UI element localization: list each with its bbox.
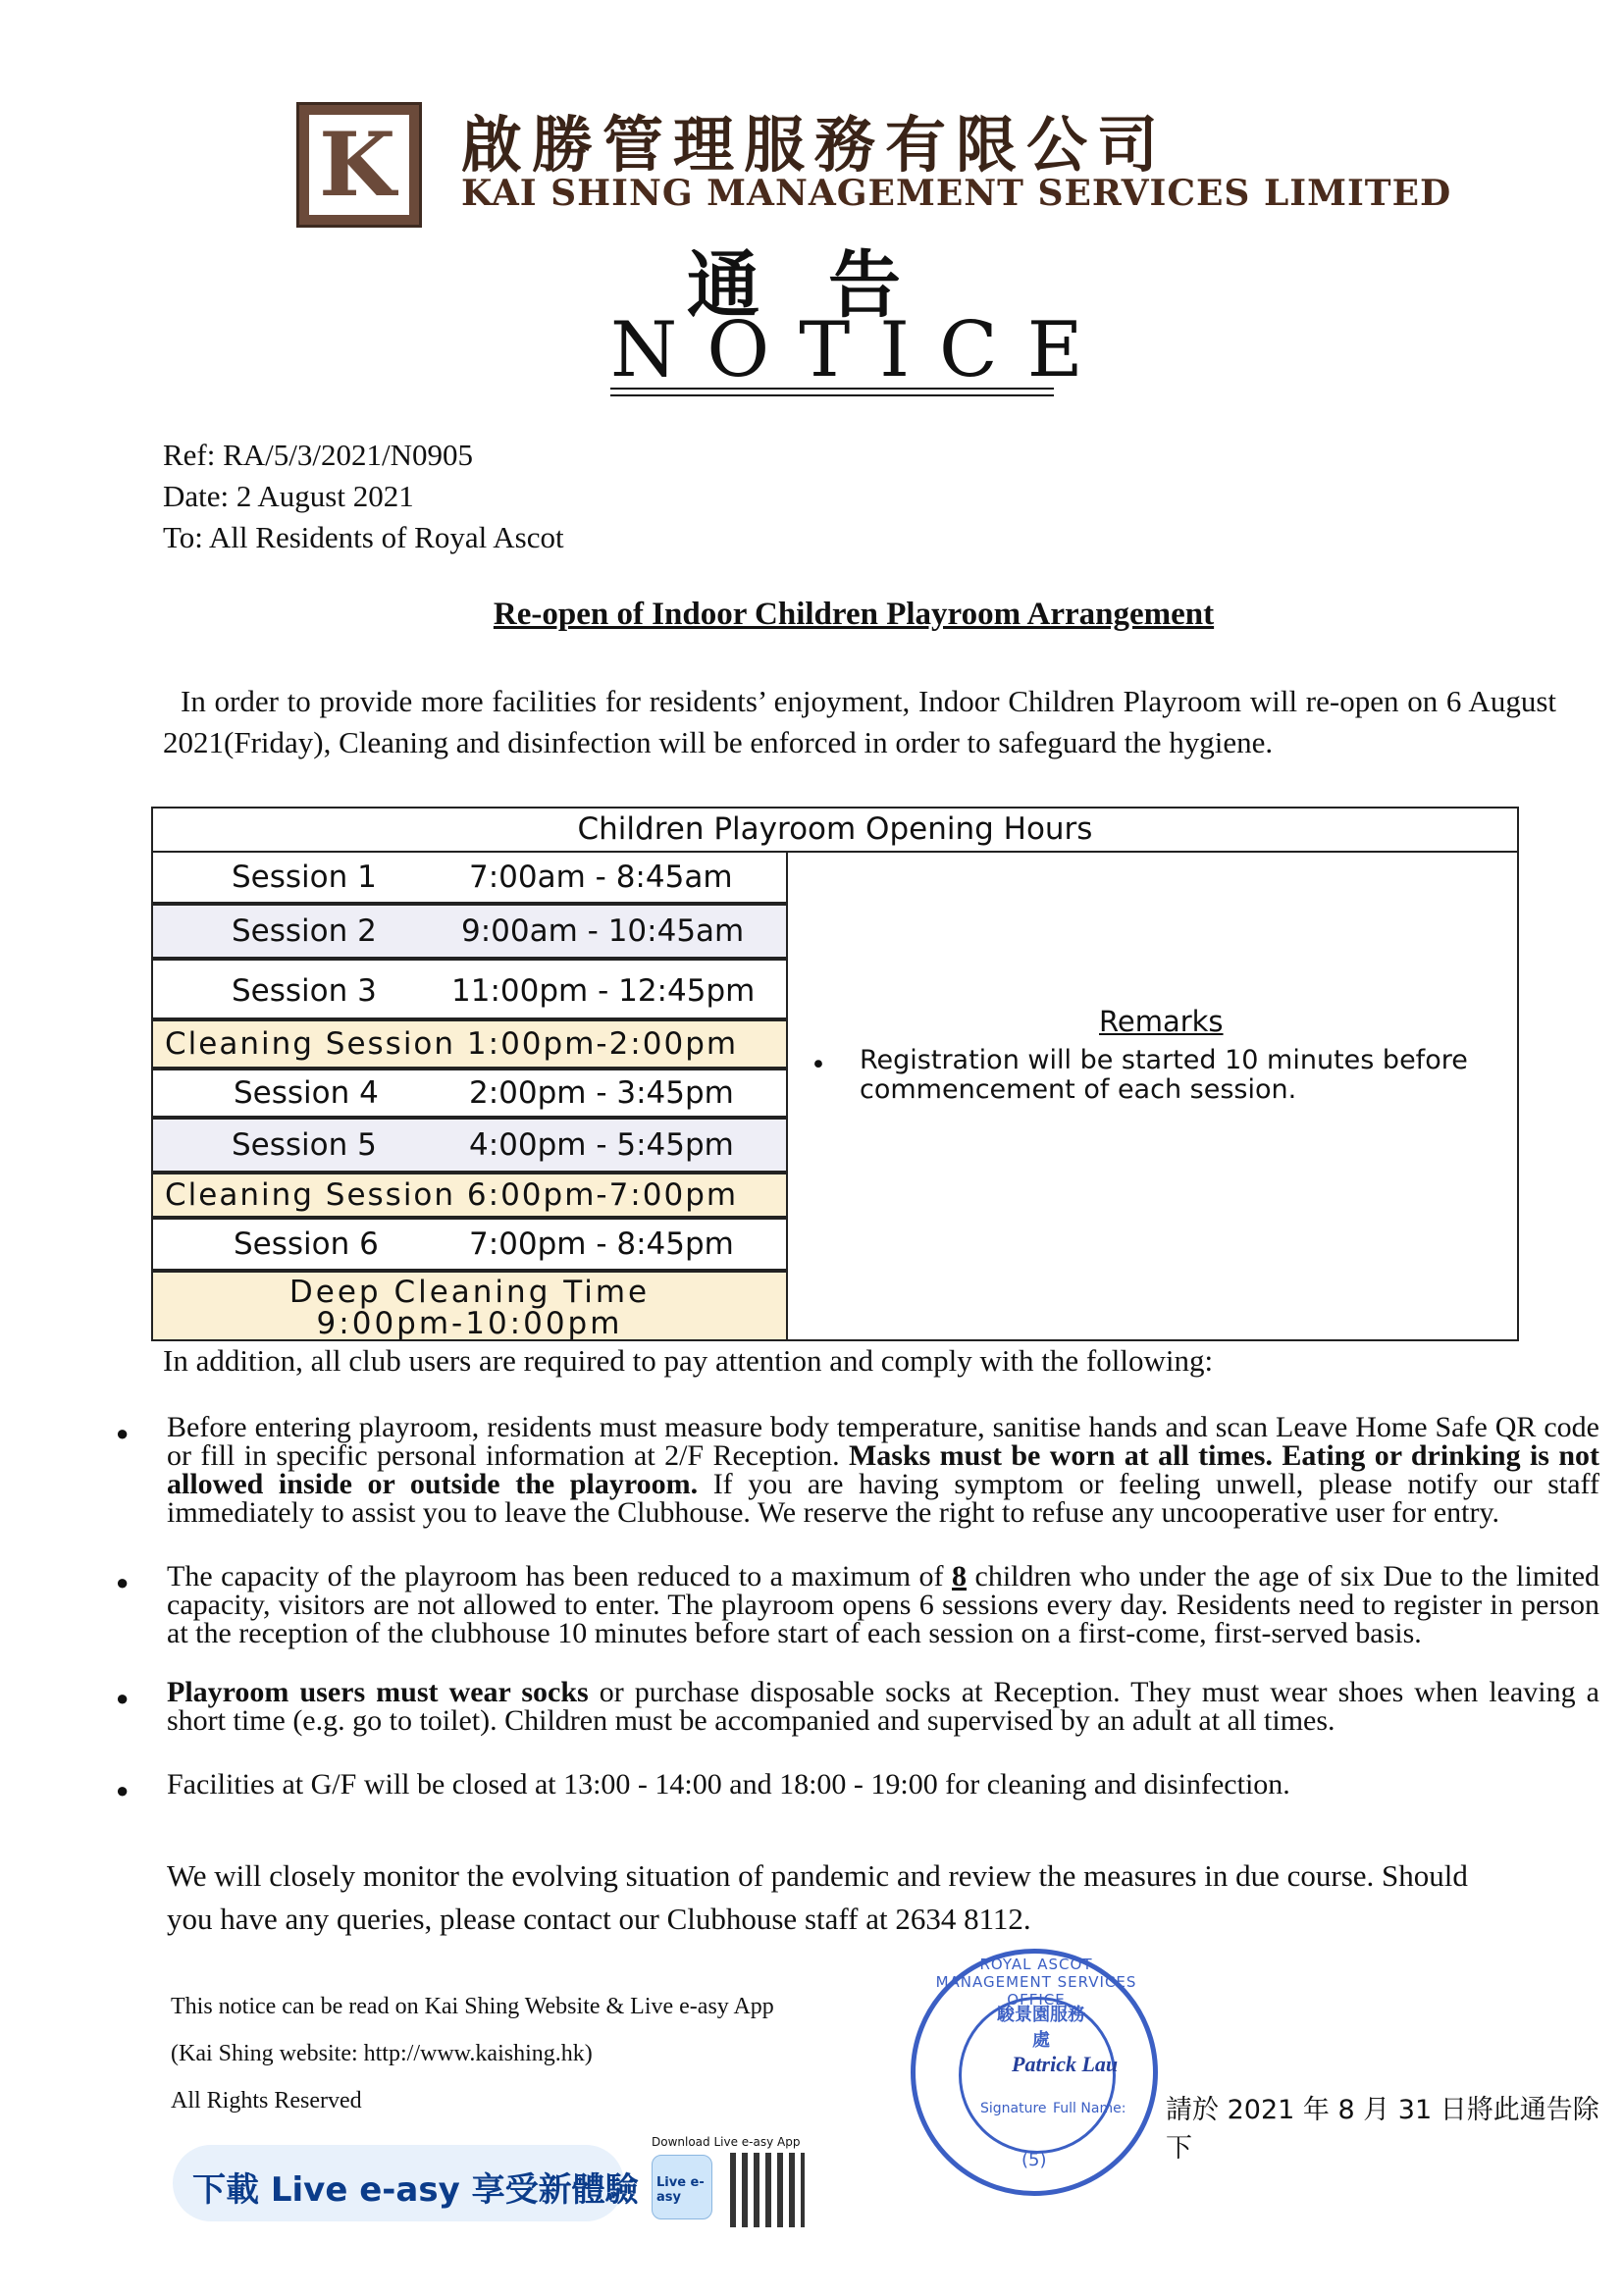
cleaning-session: Cleaning Session 6:00pm-7:00pm	[165, 1177, 739, 1213]
session-time: 7:00am - 8:45am	[469, 860, 733, 895]
bullet-bold: 8	[952, 1560, 968, 1592]
deep-cleaning-label: Deep Cleaning Time	[288, 1275, 651, 1310]
session-time: 2:00pm - 3:45pm	[469, 1075, 734, 1111]
table-row	[151, 1019, 788, 1069]
company-name-zh: 啟勝管理服務有限公司	[461, 109, 1169, 181]
session-time: 11:00pm - 12:45pm	[451, 973, 756, 1009]
table-row	[151, 1173, 788, 1218]
notice-subject: Re-open of Indoor Children Playroom Arrangement	[493, 597, 1215, 632]
session-label: Session 2	[232, 913, 377, 949]
list-item	[167, 1678, 1599, 1735]
bullet-text: If you are having symptom or feeling unwell, please notify our staff immediately to assist you to leave the Clubhouse. We reserve the right to refuse any uncooperative user for entry.	[167, 1468, 1599, 1529]
app-icon	[652, 2155, 712, 2219]
table-row	[151, 1118, 788, 1173]
table-row	[151, 1271, 788, 1341]
session-label: Session 3	[232, 973, 377, 1009]
bullet-bold: Masks must be worn at all times. Eating or drinking is not allowed inside or outside the playroom.	[167, 1439, 1599, 1500]
bullet-dot: ●	[116, 1421, 130, 1445]
session-time: 9:00am - 10:45am	[461, 913, 745, 949]
download-label: Download Live e-asy App	[652, 2135, 801, 2149]
app-icon-label: Live e-asy	[656, 2175, 705, 2205]
logo-letter: K	[319, 113, 396, 217]
bullet-text: Facilities at G/F will be closed at 13:00 - 14:00 and 18:00 - 19:00 for cleaning and disinfection.	[167, 1768, 1290, 1800]
notice-title-en: NOTICE	[610, 306, 1113, 394]
notice-date: Date: 2 August 2021	[163, 479, 414, 513]
app-promo-text: 下載 Live e-asy 享受新體驗	[192, 2170, 639, 2210]
notice-title-zh: 通告	[687, 243, 969, 328]
company-name-en: KAI SHING MANAGEMENT SERVICES LIMITED	[461, 173, 1452, 214]
bullet-dot: ●	[116, 1570, 130, 1594]
signature: Patrick Lau	[1012, 2052, 1119, 2076]
qr-code-icon	[730, 2153, 805, 2227]
bullet-bold: Playroom users must wear socks	[167, 1676, 589, 1708]
bullet-dot: ●	[116, 1686, 130, 1710]
list-item	[167, 1562, 1599, 1647]
bullet-text: Before entering playroom, residents must measure body temperature, sanitise hands and scan Leave Home Safe QR code or fill in specific personal information at 2/F Reception.	[167, 1411, 1599, 1472]
notice-underline	[610, 388, 1054, 396]
session-time: 4:00pm - 5:45pm	[469, 1127, 734, 1163]
list-item	[167, 1413, 1599, 1527]
stamp-ring-text: ROYAL ASCOT MANAGEMENT SERVICES OFFICE	[935, 1956, 1137, 2009]
addition-paragraph: In addition, all club users are required to pay attention and comply with the following:	[163, 1343, 1214, 1378]
list-item	[167, 1770, 1599, 1799]
bullet-text: children who under the age of six Due to the limited capacity, visitors are not allowed to enter. The playroom opens 6 sessions every day. Residents need to register in person at the reception of the clubhouse 10 minutes before start of each session on a first-come, first-served basis.	[167, 1560, 1600, 1649]
footer-read-online: This notice can be read on Kai Shing Website & Live e-asy App	[171, 1994, 774, 2019]
notice-recipient: To: All Residents of Royal Ascot	[163, 520, 564, 554]
signature-label: Signature	[980, 2101, 1047, 2116]
session-label: Session 4	[234, 1075, 379, 1111]
stamp-center-text: 駿景園服務處	[997, 2005, 1085, 2051]
office-stamp	[911, 1949, 1158, 2196]
bullet-text: The capacity of the playroom has been reduced to a maximum of	[167, 1560, 953, 1592]
footer-website: (Kai Shing website: http://www.kaishing.hk)	[171, 2041, 593, 2066]
session-time: 7:00pm - 8:45pm	[469, 1226, 734, 1262]
closing-paragraph: We will closely monitor the evolving situation of pandemic and review the measures in due course. Should you have any queries, please contact our Clubhouse staff at 2634 8112.	[167, 1858, 1468, 1936]
table-row	[151, 1069, 788, 1118]
session-label: Session 6	[234, 1226, 379, 1262]
remarks-heading: Remarks	[1099, 1005, 1224, 1038]
footer-rights: All Rights Reserved	[171, 2088, 362, 2113]
reference-number: Ref: RA/5/3/2021/N0905	[163, 438, 474, 472]
stamp-number: (5)	[1021, 2150, 1047, 2170]
removal-date-note: 請於 2021 年 8 月 31 日將此通告除下	[1166, 2095, 1599, 2164]
table-row	[151, 851, 788, 904]
bullet-dot: ●	[116, 1778, 130, 1802]
cleaning-session: Cleaning Session 1:00pm-2:00pm	[165, 1026, 739, 1062]
intro-paragraph: In order to provide more facilities for residents’ enjoyment, Indoor Children Playroom will re-open on 6 August 2021(Friday), Cleaning and disinfection will be enforced in order to safeguard the hygiene.	[163, 684, 1556, 759]
company-logo	[296, 102, 422, 228]
fullname-label: Full Name:	[1053, 2101, 1126, 2116]
session-label: Session 1	[232, 860, 377, 895]
table-row	[151, 904, 788, 959]
session-label: Session 5	[232, 1127, 377, 1163]
bullet-text: or purchase disposable socks at Reception. They must wear shoes when leaving a short time (e.g. go to toilet). Children must be accompanied and supervised by an adult at all times.	[167, 1676, 1599, 1737]
table-row	[151, 959, 788, 1019]
table-heading: Children Playroom Opening Hours	[151, 807, 1519, 853]
deep-cleaning-time: 9:00pm-10:00pm	[316, 1306, 623, 1341]
remarks-text: Registration will be started 10 minutes before commencement of each session.	[860, 1045, 1468, 1105]
table-row	[151, 1218, 788, 1271]
remarks-bullet: •	[811, 1050, 826, 1080]
